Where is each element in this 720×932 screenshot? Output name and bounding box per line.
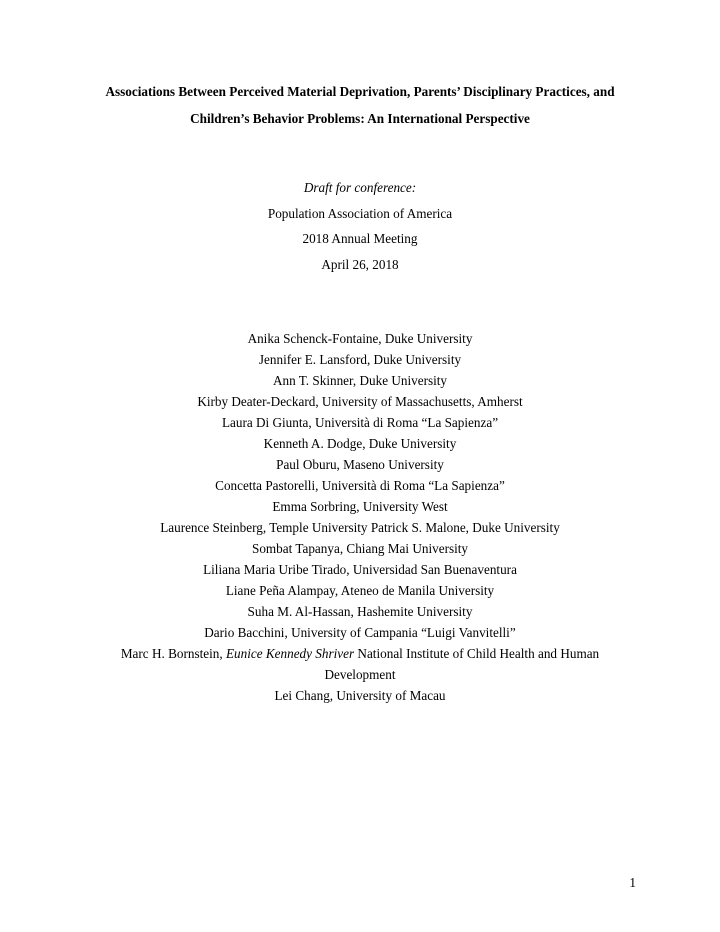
author-line: Kenneth A. Dodge, Duke University [263, 436, 457, 451]
author-line-continuation: Development [324, 667, 396, 682]
author-line: Concetta Pastorelli, Università di Roma “La Sapienza” [215, 478, 505, 493]
author-line: Liane Peña Alampay, Ateneo de Manila University [225, 583, 495, 598]
page-number: 1 [629, 875, 636, 890]
author-line: Paul Oburu, Maseno University [276, 457, 444, 472]
author-line: Laurence Steinberg, Temple University Patrick S. Malone, Duke University [160, 520, 560, 535]
author-line: Emma Sorbring, University West [272, 499, 448, 514]
title-line-1: Associations Between Perceived Material Deprivation, Parents’ Disciplinary Practices, and [105, 84, 615, 99]
author-institute: National Institute of Child Health and Human [354, 646, 600, 661]
draft-note: Draft for conference: [303, 180, 417, 195]
author-line: Suha M. Al-Hassan, Hashemite University [247, 604, 473, 619]
author-line: Sombat Tapanya, Chiang Mai University [251, 541, 469, 556]
author-line-bornstein [20, 646, 700, 662]
author-name: Marc H. Bornstein, [120, 646, 226, 661]
conference-organization: Population Association of America [267, 206, 453, 221]
author-line: Liliana Maria Uribe Tirado, Universidad San Buenaventura [203, 562, 517, 577]
author-line: Laura Di Giunta, Università di Roma “La Sapienza” [221, 415, 499, 430]
conference-meeting: 2018 Annual Meeting [302, 231, 418, 246]
author-line: Jennifer E. Lansford, Duke University [258, 352, 462, 367]
conference-date: April 26, 2018 [321, 257, 399, 272]
author-line: Kirby Deater-Deckard, University of Massachusetts, Amherst [197, 394, 523, 409]
author-line: Anika Schenck-Fontaine, Duke University [247, 331, 473, 346]
author-line: Ann T. Skinner, Duke University [272, 373, 448, 388]
author-line: Dario Bacchini, University of Campania “Luigi Vanvitelli” [204, 625, 516, 640]
author-institute-italic: Eunice Kennedy Shriver [225, 646, 355, 661]
author-line: Lei Chang, University of Macau [274, 688, 446, 703]
title-line-2: Children’s Behavior Problems: An International Perspective [190, 111, 530, 126]
